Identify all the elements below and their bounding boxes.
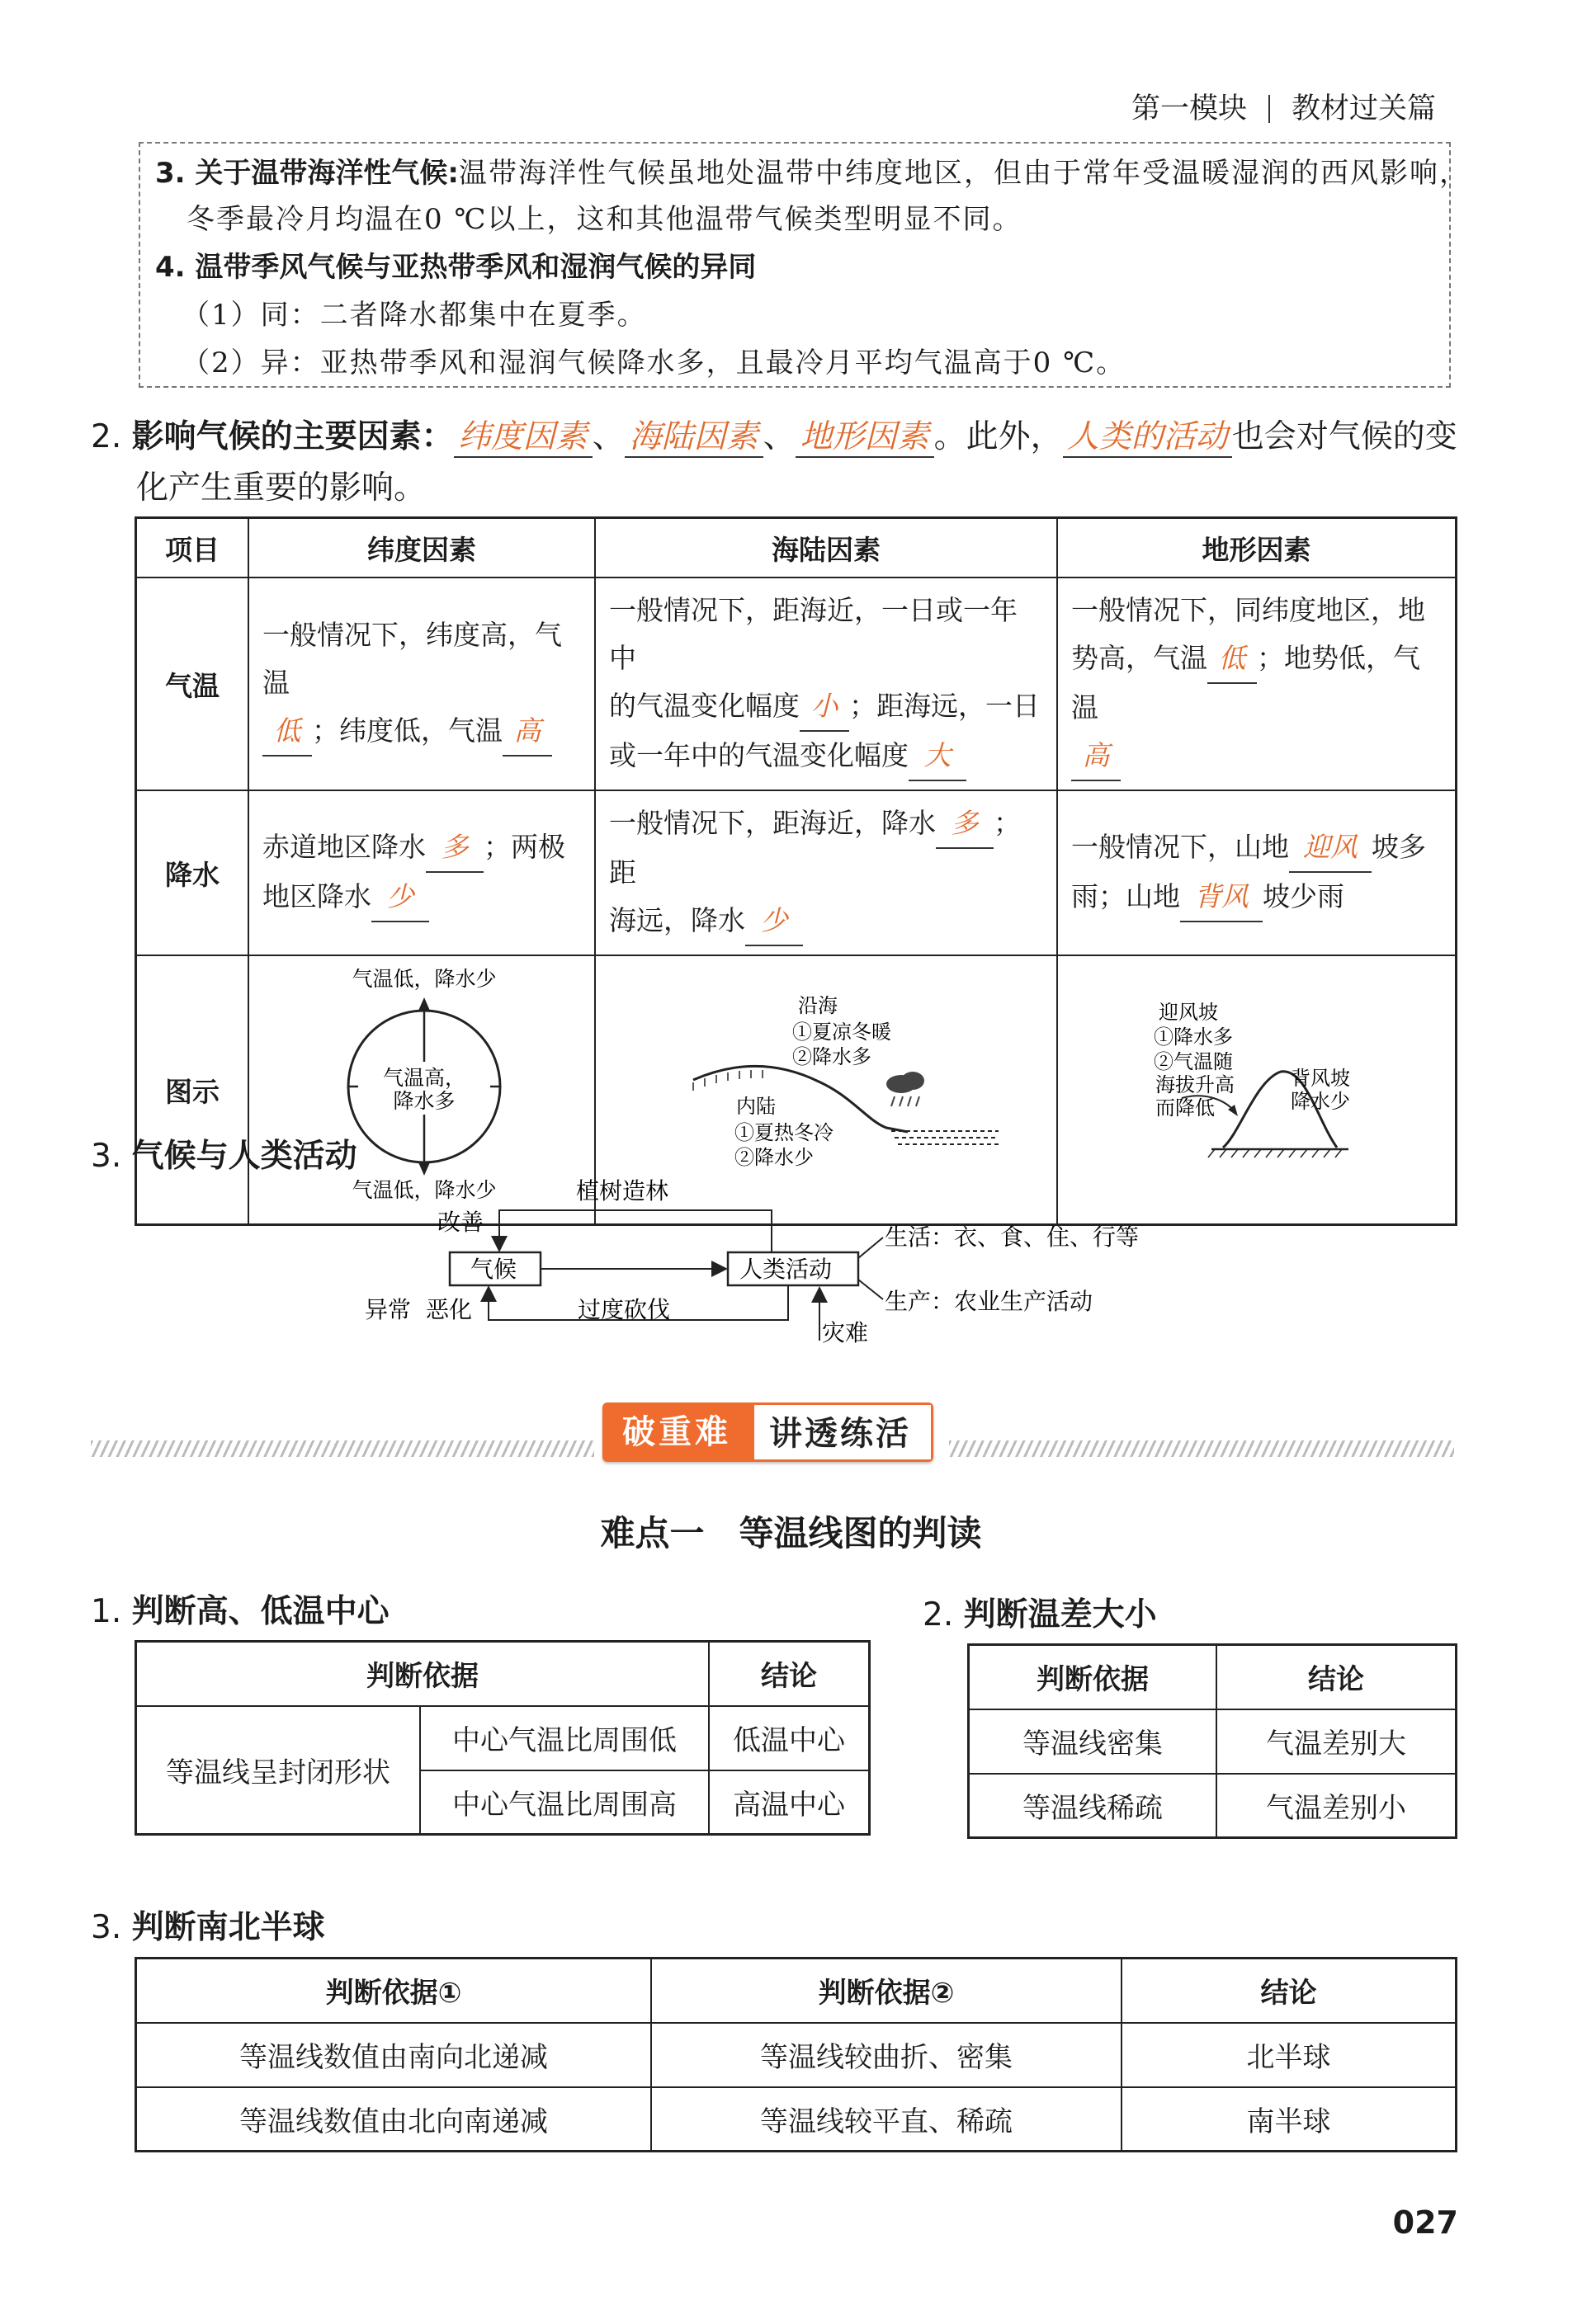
cell-n-to-s: 等温线数值由北向南递减 [136,2087,652,2152]
ground-hatch [1208,1149,1342,1157]
sea-coast-label: 沿海 [798,994,838,1017]
cell-terrain-prec: 一般情况下，山地 迎风 坡多 雨；山地 背风 坡少雨 [1057,790,1457,955]
sea-inland-item2: ②降水少 [734,1146,814,1169]
difficulty-title: 难点一 等温线图的判读 [600,1513,982,1553]
ter-leeward-label: 背风坡 [1291,1067,1350,1090]
header-divider [1268,95,1270,123]
cell-sea-prec: 一般情况下，距海近，降水 多 ；距 海远，降水 少 [595,790,1057,955]
cell-lat-temp: 一般情况下，纬度高，气温 低 ；纬度低，气温 高 [248,577,595,790]
cell-straight-sparse: 等温线较平直、稀疏 [651,2087,1122,2152]
col-conclusion: 结论 [709,1642,870,1706]
answer-human-activity: 人类的活动 [1063,419,1232,458]
branch-lines [858,1237,883,1299]
rain-lines [891,1096,919,1106]
cell-sea-temp: 一般情况下，距海近，一日或一年中 的气温变化幅度 小 ；距海远，一日 或一年中的气温变化幅度 大 [595,577,1057,790]
col-latitude: 纬度因素 [248,518,595,578]
label-plant-trees: 植树造林 [576,1177,669,1204]
heat-center-table [135,1640,871,1836]
note-box [139,142,1470,388]
label-climate: 气候 [470,1256,517,1283]
label-temperature: 气温 [136,577,249,790]
note-item3: 3. 关于温带海洋性气候:温带海洋性气候虽地处温带中纬度地区，但由于常年受温暖湿润的西风影响， [155,157,1470,190]
lat-center-label-2: 降水多 [393,1089,456,1113]
sea-inland-label: 内陆 [736,1095,776,1118]
answer-terrain: 地形因素 [796,419,934,458]
climate-factor-table [135,516,1457,1226]
row-precipitation [136,790,1457,955]
section-badge [602,1402,933,1462]
cell-closed-shape: 等温线呈封闭形状 [136,1706,421,1835]
label-precipitation: 降水 [136,790,249,955]
label-human-activity: 人类活动 [739,1256,833,1283]
ter-item2a: ②气温随 [1154,1050,1233,1073]
cell-curved-dense: 等温线较曲折、密集 [651,2023,1122,2087]
climate-human-diagram [355,1167,1205,1353]
note-item4-title: 4. 温带季风气候与亚热带季风和湿润气候的异同 [155,251,757,284]
factors-line1: 2. 影响气候的主要因素： 纬度因素 、 海陆因素 、 地形因素 。此外， 人类的活动 也会对气候的变 [91,411,1457,458]
running-header [1131,86,1436,127]
divider-left [91,1440,594,1457]
ter-leeward-item: 降水少 [1291,1090,1350,1113]
label-abnormal: 异常 [365,1296,412,1323]
label-disaster: 灾难 [822,1319,869,1346]
cell-north-hemisphere: 北半球 [1122,2023,1457,2087]
table-b-title: 2. 判断温差大小 [923,1596,1157,1633]
col-conclusion-b: 结论 [1216,1645,1457,1709]
human-title: 3. 气候与人类活动 [91,1138,357,1175]
label-figures: 图示 [136,955,249,1225]
cell-high-center: 高温中心 [709,1770,870,1835]
sea-inland-item1: ①夏热冬冷 [734,1121,834,1144]
note-item4-diff: （2）异：亚热带季风和湿润气候降水多，且最冷月平均气温高于0 ℃。 [182,346,1126,379]
cell-basis-high: 中心气温比周围高 [420,1770,709,1835]
col-conclusion-c: 结论 [1122,1959,1457,2023]
label-life: 生活：衣、食、住、行等 [885,1223,1140,1251]
row-temperature [136,577,1457,790]
sea-area [893,1123,1000,1144]
label-improve: 改善 [437,1209,484,1236]
table-a-title: 1. 判断高、低温中心 [91,1593,390,1630]
cell-lat-prec: 赤道地区降水 多 ；两极 地区降水 少 [248,790,595,955]
section-label: 教材过关篇 [1291,92,1436,125]
col-item: 项目 [136,518,249,578]
ter-windward-label: 迎风坡 [1159,1001,1218,1024]
col-basis-b: 判断依据 [969,1645,1217,1709]
cell-large-diff: 气温差别大 [1216,1709,1457,1774]
sea-coast-item1: ①夏凉冬暖 [792,1021,891,1044]
cell-small-diff: 气温差别小 [1216,1774,1457,1838]
ter-item2c: 而降低 [1155,1096,1215,1120]
table-c-title: 3. 判断南北半球 [91,1909,325,1946]
col-basis-1: 判断依据① [136,1959,652,2023]
divider-right [949,1440,1454,1457]
note-item3-cont: 冬季最冷月均温在0 ℃以上，这和其他温带气候类型明显不同。 [187,203,1022,236]
label-worsen: 恶化 [426,1296,473,1323]
badge-left: 破重难 [602,1402,754,1462]
label-production: 生产：农业生产活动 [885,1288,1093,1315]
temp-range-table [967,1643,1457,1839]
label-deforestation: 过度砍伐 [578,1296,671,1323]
lat-top-label: 气温低，降水少 [352,967,497,991]
col-basis: 判断依据 [136,1642,710,1706]
ter-item2b: 海拔升高 [1155,1073,1235,1096]
hemisphere-table [135,1957,1457,2152]
arrow-up-icon [418,997,430,1011]
factors-line2: 化产生重要的影响。 [136,469,427,507]
cell-terrain-temp: 一般情况下，同纬度地区，地 势高，气温 低 ；地势低，气温 高 [1057,577,1457,790]
badge-right: 讲透练活 [754,1402,933,1462]
lat-bottom-label: 气温低，降水少 [352,1178,497,1202]
col-sea-land: 海陆因素 [595,518,1057,578]
answer-latitude: 纬度因素 [454,419,593,458]
arrow-plant-trees [499,1210,772,1252]
col-terrain: 地形因素 [1057,518,1457,578]
cell-dense: 等温线密集 [969,1709,1217,1774]
cell-low-center: 低温中心 [709,1706,870,1770]
ter-item1: ①降水多 [1154,1025,1233,1049]
cell-south-hemisphere: 南半球 [1122,2087,1457,2152]
cell-s-to-n: 等温线数值由南向北递减 [136,2023,652,2087]
col-basis-2: 判断依据② [651,1959,1122,2023]
module-label: 第一模块 [1131,92,1247,125]
cell-sparse: 等温线稀疏 [969,1774,1217,1838]
land-hatch [693,1070,763,1091]
sea-coast-item2: ②降水多 [792,1045,871,1068]
lat-center-label-1: 气温高， [382,1066,466,1090]
note-item4-same: （1）同：二者降水都集中在夏季。 [182,299,647,332]
page-number: 027 [1392,2204,1458,2241]
cell-basis-low: 中心气温比周围低 [420,1706,709,1770]
answer-sea-land: 海陆因素 [625,419,763,458]
